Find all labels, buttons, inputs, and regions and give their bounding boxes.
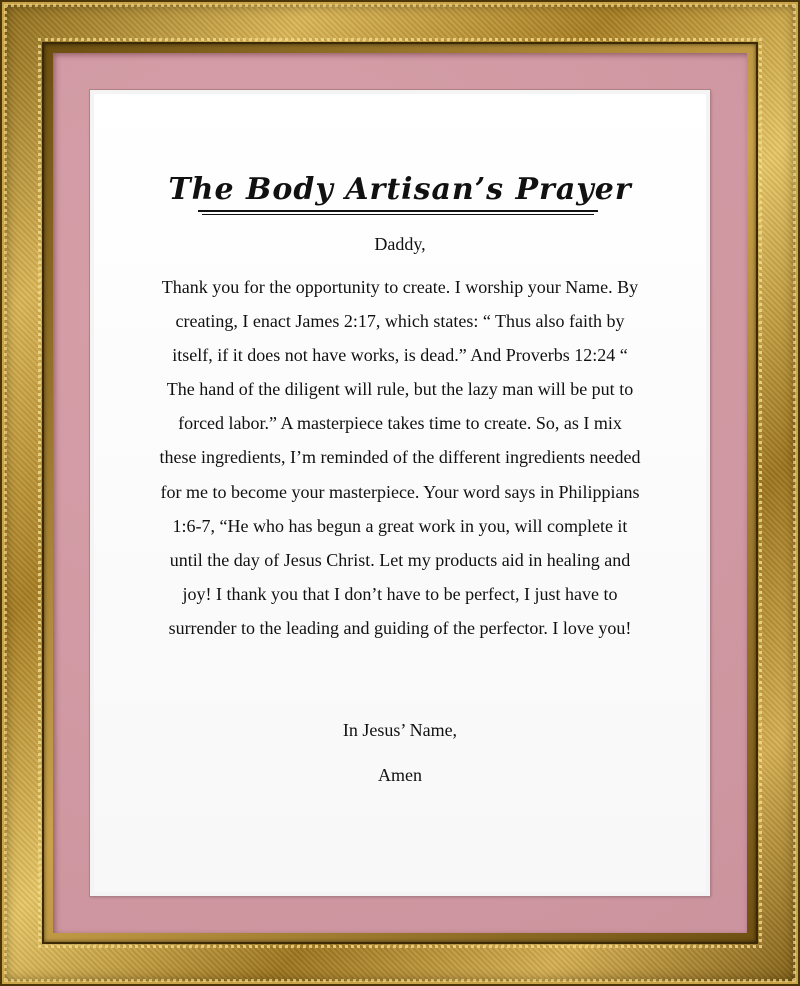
title-underline-secondary [202,214,594,215]
title-underline [198,210,598,212]
prayer-body: Thank you for the opportunity to create. I worship your Name. By creating, I enact James 2:17, which states: “ Thus also faith by itself, if it does not have works, is dead.” And Proverbs 12:24 “ The hand of the diligent will rule, but the lazy man will be put to forced labor.” A masterpiece takes time to create. So, as I mix these ingredients, I’m reminded of the different ingredients needed for me to become your masterpiece. Your word says in Philippians 1:6-7, “He who has begun a great work in you, will complete it until the day of Jesus Christ. Let my products aid in healing and joy! I thank you that I don’t have to be perfect, I just have to surrender to the leading and guiding of the perfector. I love you! [159,277,641,638]
prayer-closing: In Jesus’ Name, [342,720,458,740]
prayer-title: The Body Artisan’s Prayer [168,172,632,207]
prayer-amen: Amen [378,765,422,785]
prayer-paper [90,90,710,896]
prayer-greeting: Daddy, [374,234,426,254]
